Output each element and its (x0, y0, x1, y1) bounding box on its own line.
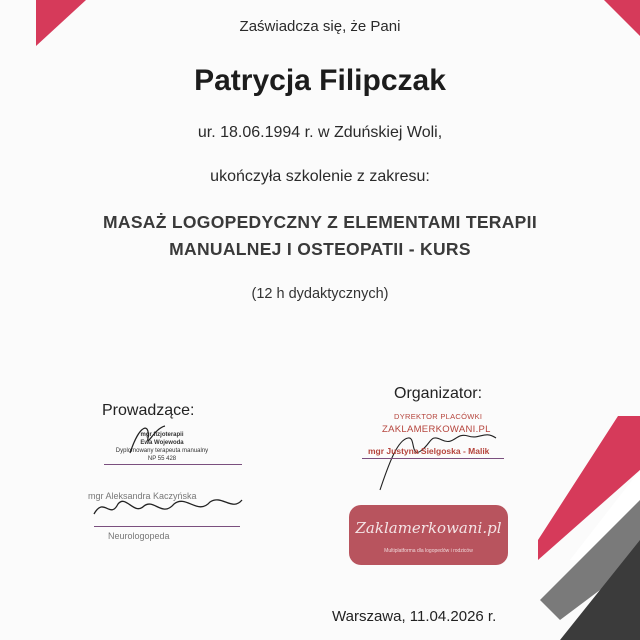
organizer-stamp-line2: ZAKLAMERKOWANI.PL (382, 424, 491, 435)
organizer-stamp-line1: DYREKTOR PLACÓWKI (394, 412, 483, 421)
course-title (0, 209, 640, 263)
organizer-logo-text: Zaklamerkowani.pl (355, 519, 502, 537)
completion-text: ukończyła szkolenie z zakresu: (210, 168, 430, 185)
instructor-2-name: mgr Aleksandra Kaczyńska (88, 491, 197, 501)
course-hours: (12 h dydaktycznych) (251, 286, 389, 302)
organizer-signature (370, 420, 520, 500)
organizer-line (362, 458, 504, 459)
instructor-1-signature (120, 418, 180, 458)
instructor-2-line (94, 526, 240, 527)
corner-decoration-bottom-right (520, 410, 640, 640)
stamp1-line2: Ewa Wojewoda (140, 440, 184, 446)
instructors-heading: Prowadzące: (102, 402, 195, 419)
recipient-name: Patrycja Filipczak (194, 64, 446, 97)
instructor-2-signature (90, 490, 250, 526)
organizer-stamp-line3: mgr Justyna Sielgoska - Malik (368, 446, 490, 456)
instructor-2-role: Neurologopeda (108, 531, 170, 541)
organizer-heading: Organizator: (394, 385, 483, 402)
stamp1-line3: Dyplomowany terapeuta manualny (115, 448, 209, 454)
course-title-line-1: MASAŻ LOGOPEDYCZNY Z ELEMENTAMI TERAPII (103, 212, 537, 232)
instructor-1-line (104, 464, 242, 465)
course-title-line-2: MANUALNEJ I OSTEOPATII - KURS (169, 239, 471, 259)
intro-text: Zaświadcza się, że Pani (239, 18, 401, 35)
birth-info: ur. 18.06.1994 r. w Zduńskiej Woli, (197, 124, 443, 141)
stamp1-line4: NP 55 428 (147, 456, 177, 462)
place-and-date: Warszawa, 11.04.2026 r. (332, 608, 497, 625)
organizer-logo-subtext: Multiplatforma dla logopedów i rodziców (384, 548, 473, 554)
stamp1-line1: mgr fizjoterapii (140, 432, 184, 438)
